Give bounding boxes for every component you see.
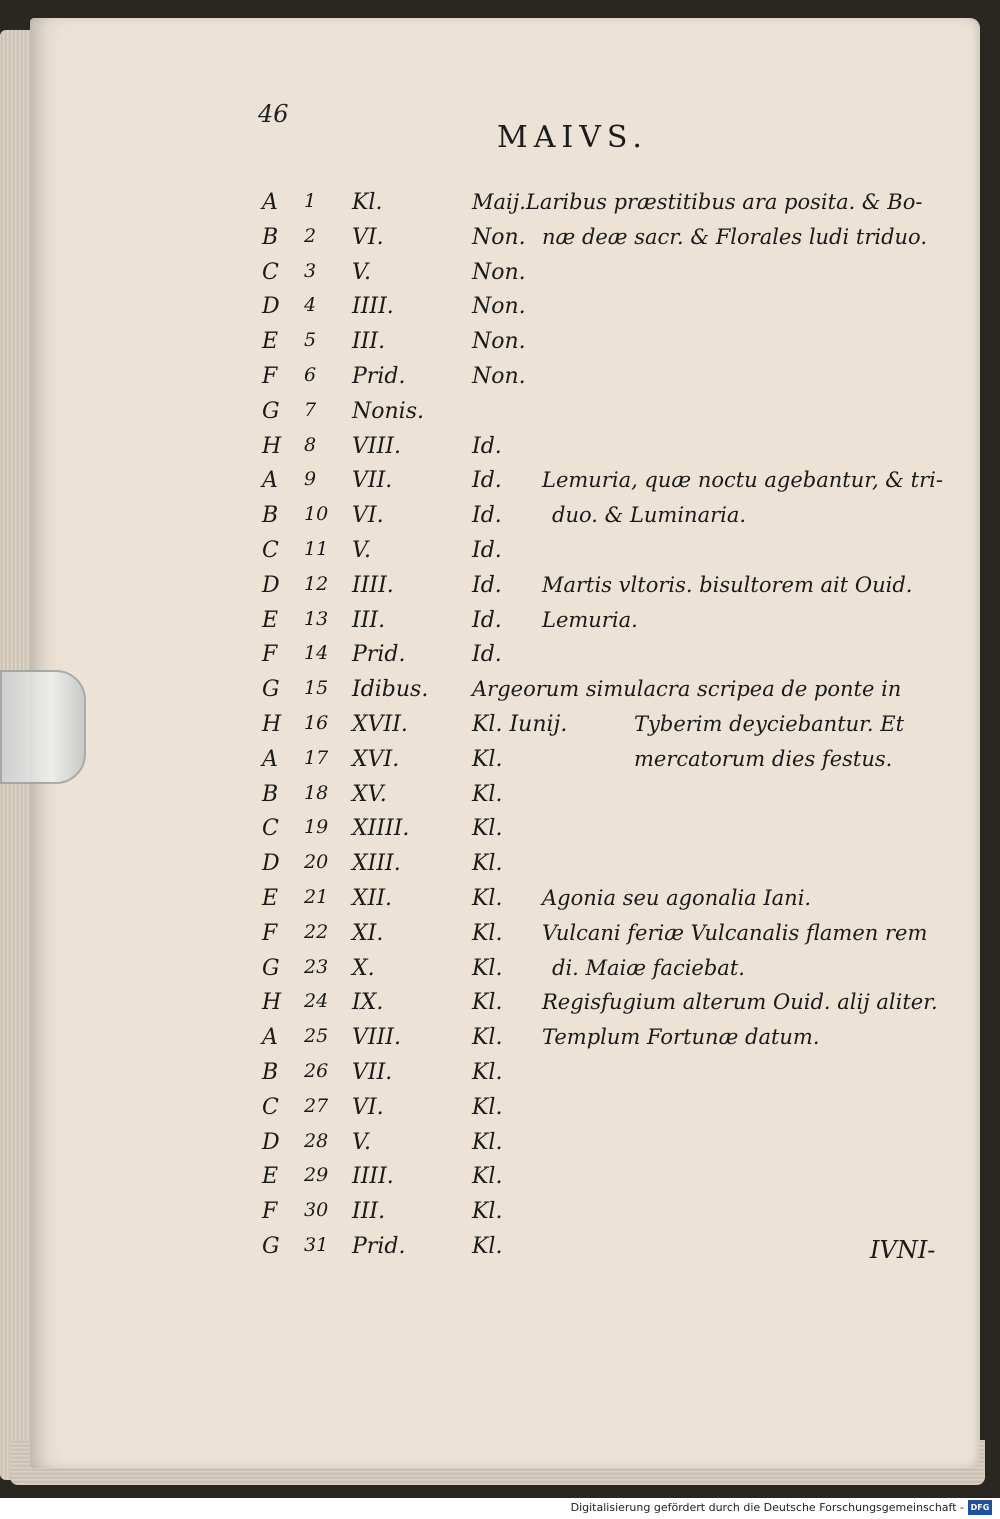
dominical-letter: B <box>262 1060 279 1085</box>
roman-count: X. <box>352 955 375 981</box>
running-head: MAIVS. <box>497 120 648 155</box>
dominical-letter: B <box>262 503 279 529</box>
festival-note: Lemuria. <box>542 607 638 632</box>
reference-day: Id. <box>472 538 502 563</box>
dominical-letter: A <box>262 746 278 772</box>
day-number: 19 <box>304 816 329 839</box>
reference-day: Kl. <box>472 1060 503 1085</box>
footer-bar <box>0 1498 1000 1519</box>
day-number: 29 <box>304 1164 329 1187</box>
reference-day: Kl. Iunij. <box>472 712 568 737</box>
roman-count: Kl. <box>352 190 383 215</box>
festival-note: di. Maiæ faciebat. <box>552 955 745 980</box>
reference-day: Id. <box>472 642 502 668</box>
day-number: 15 <box>304 677 329 700</box>
day-number: 25 <box>304 1025 329 1048</box>
reference-day: Kl. <box>472 746 503 772</box>
roman-count: VII. <box>352 1060 393 1085</box>
dominical-letter: H <box>262 990 282 1016</box>
day-number: 1 <box>304 190 317 212</box>
reference-day: Kl. <box>472 1164 503 1190</box>
day-number: 6 <box>304 364 317 386</box>
roman-count: VI. <box>352 1094 384 1120</box>
reference-day: Id. <box>472 433 502 459</box>
reference-day: Kl. <box>472 1094 503 1120</box>
dominical-letter: G <box>262 398 280 424</box>
day-number: 24 <box>304 990 329 1013</box>
dfg-logo: DFG <box>968 1500 992 1515</box>
dominical-letter: H <box>262 712 282 737</box>
dominical-letter: G <box>262 677 280 703</box>
reference-day: Non. <box>472 224 526 250</box>
catchword: IVNI- <box>870 1236 936 1264</box>
dominical-letter: G <box>262 1234 280 1259</box>
reference-day: Non. <box>472 294 526 320</box>
roman-count: XV. <box>352 781 387 807</box>
dominical-letter: B <box>262 781 279 807</box>
festival-note: næ deæ sacr. & Florales ludi triduo. <box>542 224 928 249</box>
roman-count: Prid. <box>352 1234 406 1259</box>
day-number: 5 <box>304 329 317 352</box>
dominical-letter: E <box>262 886 279 911</box>
day-number: 12 <box>304 572 329 595</box>
dominical-letter: B <box>262 224 279 250</box>
dominical-letter: A <box>262 1025 278 1051</box>
day-number: 2 <box>304 224 317 247</box>
day-number: 14 <box>304 642 329 665</box>
roman-count: IIII. <box>352 572 394 598</box>
roman-count: V. <box>352 1129 372 1155</box>
dominical-letter: D <box>262 851 280 877</box>
reference-day: Id. <box>472 607 502 633</box>
roman-count: XVI. <box>352 746 400 772</box>
dominical-letter: G <box>262 955 280 981</box>
page-number: 46 <box>258 100 289 128</box>
dominical-letter: E <box>262 329 279 355</box>
day-number: 3 <box>304 259 317 282</box>
festival-note: Lemuria, quæ noctu agebantur, & tri- <box>542 468 943 493</box>
reference-day: Kl. <box>472 990 503 1016</box>
dominical-letter: C <box>262 538 279 563</box>
reference-day: Id. <box>472 468 502 494</box>
reference-day: Id. <box>472 572 502 598</box>
roman-count: III. <box>352 1199 386 1225</box>
day-number: 8 <box>304 433 317 456</box>
day-number: 10 <box>304 503 329 526</box>
festival-note: Vulcani feriæ Vulcanalis flamen rem <box>542 920 928 945</box>
reference-day: Kl. <box>472 920 503 946</box>
day-number: 13 <box>304 607 329 630</box>
roman-count: V. <box>352 259 372 285</box>
festival-note: Agonia seu agonalia Iani. <box>542 886 812 910</box>
day-number: 18 <box>304 781 329 804</box>
reference-day: Non. <box>472 364 526 389</box>
reference-day: Id. <box>472 503 502 529</box>
dominical-letter: F <box>262 642 278 668</box>
roman-count: VIII. <box>352 433 401 459</box>
day-number: 16 <box>304 712 329 734</box>
roman-count: VI. <box>352 224 384 250</box>
day-number: 22 <box>304 920 329 943</box>
dominical-letter: D <box>262 294 280 320</box>
reference-day: Non. <box>472 259 526 285</box>
roman-count: IIII. <box>352 1164 394 1190</box>
festival-note: Regisfugium alterum Ouid. alij aliter. <box>542 990 938 1015</box>
reference-day: Kl. <box>472 886 503 911</box>
day-number: 30 <box>304 1199 329 1222</box>
roman-count: XII. <box>352 886 393 911</box>
festival-note: Tyberim deyciebantur. Et <box>634 712 905 736</box>
dominical-letter: D <box>262 572 280 598</box>
reference-day: Kl. <box>472 781 503 807</box>
roman-count: XI. <box>352 920 384 946</box>
festival-note: Martis vltoris. bisultorem ait Ouid. <box>542 572 913 597</box>
roman-count: XIII. <box>352 851 401 877</box>
festival-note: Argeorum simulacra scripea de ponte in <box>472 677 902 702</box>
dominical-letter: E <box>262 1164 279 1190</box>
roman-count: III. <box>352 607 386 633</box>
dominical-letter: F <box>262 920 278 946</box>
day-number: 27 <box>304 1094 329 1117</box>
reference-day: Kl. <box>472 1234 503 1259</box>
roman-count: Prid. <box>352 642 406 668</box>
reference-day: Kl. <box>472 1025 503 1051</box>
dominical-letter: C <box>262 816 279 842</box>
day-number: 7 <box>304 398 317 421</box>
dominical-letter: E <box>262 607 279 633</box>
day-number: 31 <box>304 1234 329 1256</box>
roman-count: Idibus. <box>352 677 429 703</box>
day-number: 9 <box>304 468 317 491</box>
dominical-letter: F <box>262 1199 278 1225</box>
reference-day: Kl. <box>472 1129 503 1155</box>
festival-note: Templum Fortunæ datum. <box>542 1025 820 1050</box>
roman-count: VII. <box>352 468 393 494</box>
festival-note: Maij.Laribus præstitibus ara posita. & Bo- <box>472 190 923 214</box>
reference-day: Kl. <box>472 851 503 877</box>
day-number: 23 <box>304 955 329 978</box>
day-number: 26 <box>304 1060 329 1082</box>
roman-count: VIII. <box>352 1025 401 1051</box>
dominical-letter: C <box>262 259 279 285</box>
reference-day: Kl. <box>472 1199 503 1225</box>
festival-note: mercatorum dies festus. <box>634 746 893 771</box>
roman-count: XIIII. <box>352 816 410 842</box>
festival-note: duo. & Luminaria. <box>552 503 747 528</box>
roman-count: XVII. <box>352 712 408 737</box>
day-number: 21 <box>304 886 329 908</box>
roman-count: IIII. <box>352 294 394 320</box>
dominical-letter: A <box>262 190 278 215</box>
dominical-letter: A <box>262 468 278 494</box>
footer-credit: Digitalisierung gefördert durch die Deutsche Forschungsgemeinschaft - <box>570 1501 964 1514</box>
roman-count: Prid. <box>352 364 406 389</box>
roman-count: VI. <box>352 503 384 529</box>
day-number: 4 <box>304 294 317 317</box>
day-number: 17 <box>304 746 329 769</box>
day-number: 11 <box>304 538 329 560</box>
day-number: 20 <box>304 851 329 874</box>
reference-day: Kl. <box>472 955 503 981</box>
day-number: 28 <box>304 1129 329 1152</box>
roman-count: IX. <box>352 990 384 1016</box>
roman-count: III. <box>352 329 386 355</box>
dominical-letter: C <box>262 1094 279 1120</box>
dominical-letter: D <box>262 1129 280 1155</box>
reference-day: Non. <box>472 329 526 355</box>
dominical-letter: F <box>262 364 278 389</box>
roman-count: Nonis. <box>352 398 424 424</box>
dominical-letter: H <box>262 433 282 459</box>
reference-day: Kl. <box>472 816 503 842</box>
roman-count: V. <box>352 538 372 563</box>
page-clip <box>0 670 86 784</box>
